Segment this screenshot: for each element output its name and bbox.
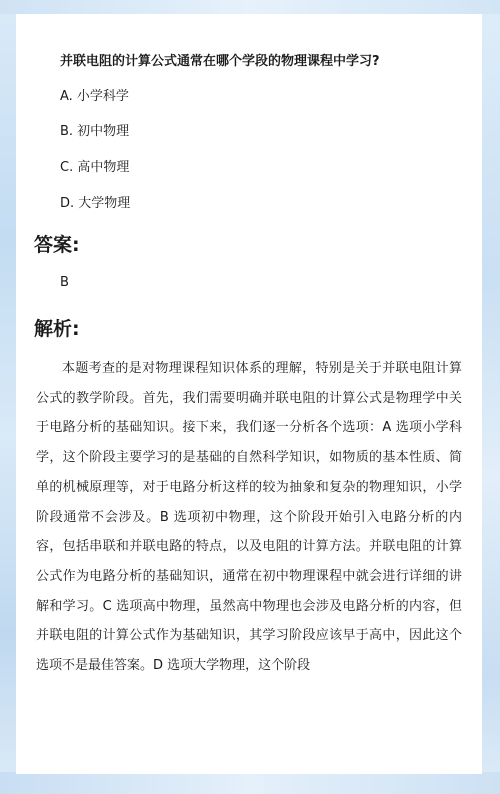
- answer-value: B: [60, 275, 69, 290]
- option-d: D. 大学物理: [60, 196, 131, 211]
- analysis-body: [36, 354, 462, 681]
- document-page: [16, 14, 482, 774]
- option-b: B. 初中物理: [60, 124, 130, 139]
- answer-heading: 答案:: [34, 234, 80, 256]
- question-text: 并联电阻的计算公式通常在哪个学段的物理课程中学习?: [60, 54, 380, 69]
- background-wash-top: [0, 0, 500, 14]
- option-c: C. 高中物理: [60, 160, 130, 175]
- analysis-paragraph: 本题考查的是对物理课程知识体系的理解，特别是关于并联电阻计算公式的教学阶段。首先，我们需要明确并联电阻的计算公式是物理学中关于电路分析的基础知识。接下来，我们逐一分析各个选项：A 选项小学科学，这个阶段主要学习的是基础的自然科学知识，如物质的基本性质、简单的机械原理等，对于电路分析这样的较为抽象和复杂的物理知识，小学阶段通常不会涉及。B 选项初中物理，这个阶段开始引入电路分析的内容，包括串联和并联电路的特点，以及电阻的计算方法。并联电阻的计算公式作为电路分析的基础知识，通常在初中物理课程中就会进行详细的讲解和学习。C 选项高中物理，虽然高中物理也会涉及电路分析的内容，但并联电阻的计算公式作为基础知识，其学习阶段应该早于高中，因此这个选项不是最佳答案。D 选项大学物理，这个阶段: [36, 361, 462, 674]
- option-a: A. 小学科学: [60, 89, 129, 104]
- analysis-heading: 解析:: [34, 318, 80, 340]
- background-wash-bottom: [0, 772, 500, 794]
